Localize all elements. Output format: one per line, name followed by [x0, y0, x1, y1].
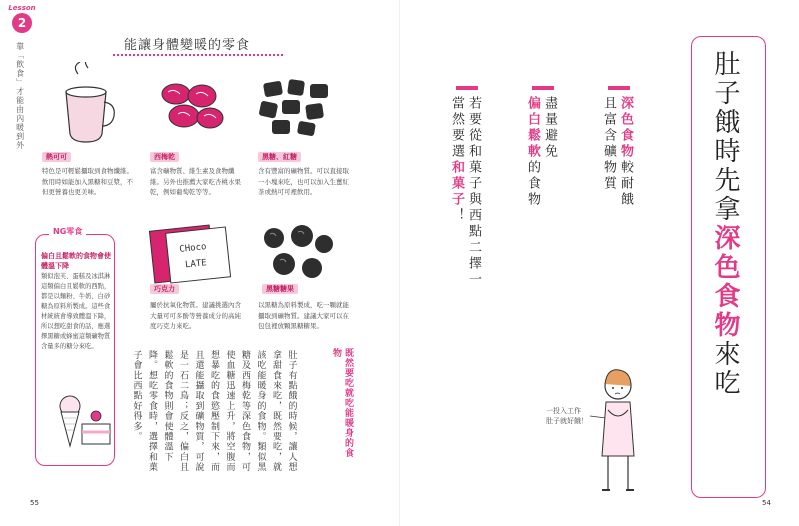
lesson-label: Lesson — [8, 4, 36, 12]
tip-2 — [524, 96, 558, 246]
prunes-icon — [158, 78, 230, 134]
page-gutter — [399, 0, 400, 526]
lesson-number: 2 — [12, 13, 32, 33]
food-desc-brown-sugar: 含有豐富的礦物質。可以直接取一小塊來吃，也可以加入生薑紅茶或熱可可裡飲用。 — [258, 167, 349, 196]
tip-2-text: 的食物 — [525, 160, 540, 208]
cake-icon — [80, 408, 112, 448]
worker-illustration — [586, 366, 646, 496]
tip-1-highlight: 深色食物 — [618, 96, 633, 160]
worker-speech: 一投入工作 肚子就好餓！ — [546, 407, 588, 425]
candy-icon — [258, 224, 338, 284]
chocolate-icon — [148, 224, 238, 286]
food-desc-cocoa: 特色是可輕鬆攝取到食物纖維。飲用時如能加入黑糖和豆漿，不但更營養也更美味。 — [42, 167, 133, 196]
food-desc-chocolate: 屬於抗氧化物質。建議挑選內含大量可可多酚等營養成分的高純度巧克力來吃。 — [150, 301, 241, 330]
tip-3 — [448, 96, 482, 296]
tip-3-highlight: 和菓子 — [449, 160, 464, 208]
title-dotted-rule — [113, 54, 283, 56]
food-tag-chocolate: 巧克力 — [150, 284, 179, 294]
food-tag-candy: 黑糖糖果 — [262, 284, 298, 294]
svg-text:LATE: LATE — [184, 258, 208, 271]
main-title — [706, 50, 744, 398]
tip-3-text-a: 當然要選 — [449, 96, 464, 160]
column-heading: 既然要吃就吃能暖身的食物 — [331, 348, 353, 458]
main-title-highlight: 深色食物 — [710, 224, 740, 340]
cocoa-mug-icon — [58, 62, 118, 147]
svg-text:CHoco: CHoco — [178, 242, 207, 255]
food-desc-candy: 以黑糖為原料製成，吃一顆就能攝取到礦物質。建議大家可以在包包裡放顆黑糖糖果。 — [258, 301, 349, 330]
lesson-badge — [8, 4, 36, 33]
food-tag-cocoa: 熱可可 — [42, 152, 71, 162]
food-tag-brown-sugar: 黑糖、紅糖 — [258, 152, 301, 162]
brown-sugar-icon — [258, 78, 338, 138]
ng-title: NG零食 — [49, 226, 86, 237]
column-body: 肚子有點餓的時候，讓人想拿甜食來吃，既然要吃，就該吃能暖身的食物。類似黑糖及西梅乾等深色食物，可使血糖迅速上升，將空腹而想暴吃的食慾壓制下來，而且還能攝取到礦物質，可說是一石二鳥；反之，偏白且鬆軟的食物則會使體溫下降。想吃零食時，選擇和菓子會比西點好得多。 — [131, 350, 297, 473]
page-number-right: 54 — [762, 499, 771, 507]
tip-2-marker — [532, 86, 554, 90]
tip-1 — [600, 96, 634, 246]
left-page — [0, 0, 399, 526]
tip-2-line1: 盡量避免 — [542, 96, 557, 160]
main-title-part1: 肚子餓時先拿 — [710, 50, 740, 224]
main-title-part3: 來吃 — [710, 340, 740, 398]
tip-1-marker — [608, 86, 630, 90]
tip-2-highlight: 偏白鬆軟 — [525, 96, 540, 160]
ng-subtitle: 偏白且鬆軟的食物會使體溫下降 — [41, 252, 111, 270]
tip-3-text-b: ！ — [449, 208, 464, 224]
food-desc-prunes: 富含礦物質、維生素及食物纖維。另外也推薦大家吃杏桃水果乾，例如葡萄乾等等。 — [150, 167, 241, 196]
lesson-subtitle: 靠「飲食」才能由內暖到外 — [15, 42, 25, 150]
section-title: 能讓身體變暖的零食 — [124, 38, 251, 53]
page-number-left: 55 — [30, 499, 39, 507]
tip-1-text: 較耐餓 — [618, 160, 633, 208]
ng-body: 類似泡芙、蛋糕及冰淇淋這類偏白且鬆軟的西點，都是以麵粉、牛奶、白砂糖為原料所製成。這些食材統統會導致體溫下降，所以想吃甜食的話，應選擇黑糖或蜂蜜這類礦物質含量多的糖分來吃。 — [41, 273, 111, 350]
ice-cream-icon — [58, 394, 82, 450]
tip-3-marker — [456, 86, 478, 90]
food-tag-prunes: 西梅乾 — [150, 152, 179, 162]
tip-3-line1: 若要從和菓子與西點二擇一 — [466, 96, 481, 288]
tip-1-line2: 且富含礦物質 — [601, 96, 616, 192]
